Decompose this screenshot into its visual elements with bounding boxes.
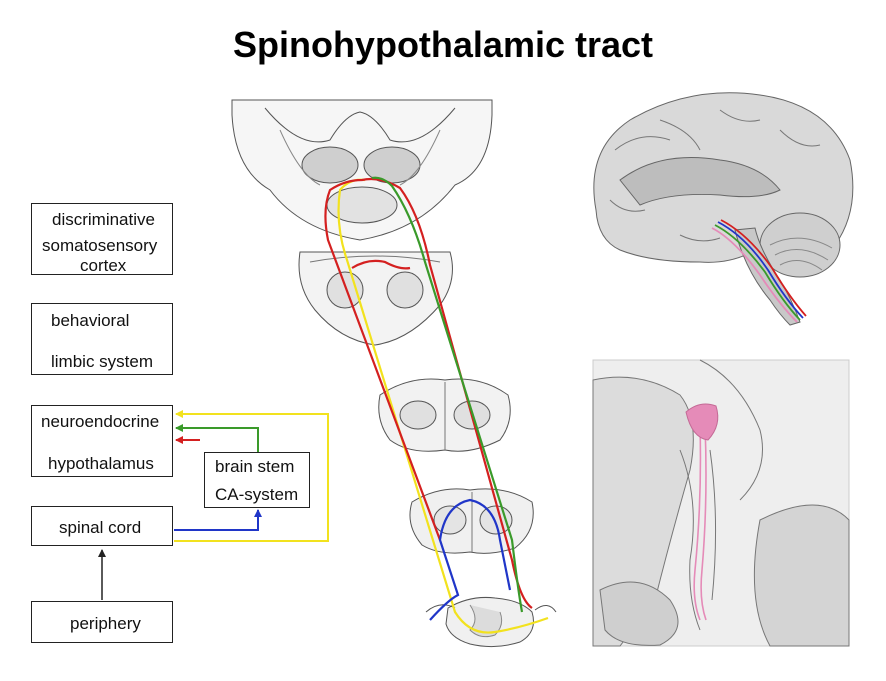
neuroendocrine-box-line2: hypothalamus (48, 454, 154, 473)
brainstem-box-line2: CA-system (215, 485, 299, 504)
neuroendocrine-box-line1: neuroendocrine (41, 412, 160, 431)
cortex-box-line3: cortex (80, 256, 127, 275)
spinalcord-box-label: spinal cord (59, 518, 142, 537)
periphery-box-label: periphery (70, 614, 141, 633)
behavioral-box-line2: limbic system (51, 352, 154, 371)
behavioral-box-line1: behavioral (51, 311, 130, 330)
page-title: Spinohypothalamic tract (232, 24, 654, 65)
cortex-box-line1: discriminative (52, 210, 155, 229)
brainstem-box-line1: brain stem (215, 457, 295, 476)
cortex-box-line2: somatosensory (42, 236, 158, 255)
